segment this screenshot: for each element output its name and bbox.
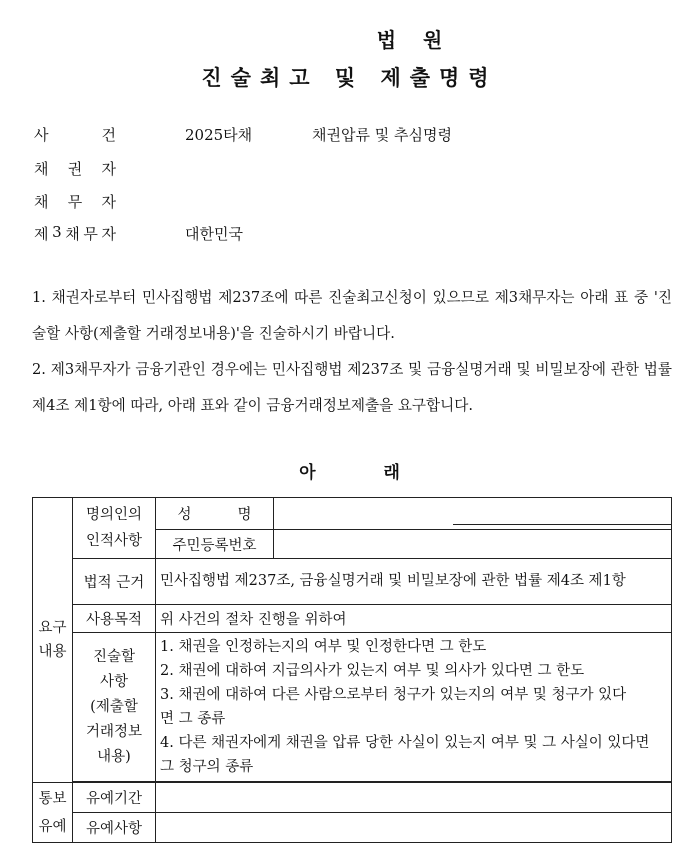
holder-info-label: 명의인의 인적사항 [73, 498, 156, 559]
deferral-period-value [156, 783, 672, 813]
request-table [32, 497, 672, 843]
deferral-reason-value [156, 813, 672, 843]
debtor-label: 채 무 자 [34, 193, 116, 211]
legal-basis-value: 민사집행법 제237조, 금융실명거래 및 비밀보장에 관한 법률 제4조 제1항 [156, 559, 672, 605]
third-debtor-label: 제 3 채 무 자 [34, 223, 116, 243]
notice-deferral-label: 통보 유예 [33, 783, 73, 843]
statement-item-2: 2. 채권에 대하여 지급의사가 있는지 여부 및 의사가 있다면 그 한도 [160, 663, 585, 679]
statement-item-3: 3. 채권에 대하여 다른 사람으로부터 청구가 있는지의 여부 및 청구가 있다면 그 종류 [160, 687, 627, 727]
statement-item-4: 4. 다른 채권자에게 채권을 압류 당한 사실이 있는지 여부 및 그 사실이 있다면 그 청구의 종류 [160, 735, 650, 775]
document-title: 진술최고 및 제출명령 [201, 66, 498, 90]
case-number: 2025타채 [185, 126, 253, 144]
purpose-value: 위 사건의 절차 진행을 위하여 [156, 605, 672, 633]
name-value [274, 498, 672, 530]
deferral-reason-label: 유예사항 [73, 813, 156, 843]
paragraph-2: 2. 제3채무자가 금융기관인 경우에는 민사집행법 제237조 및 금융실명거래 및 비밀보장에 관한 법률 제4조 제1항에 따라, 아래 표와 같이 금융거래정보제출을 요구합니다. [32, 361, 672, 414]
statement-item-1: 1. 채권을 인정하는지의 여부 및 인정한다면 그 한도 [160, 639, 487, 655]
case-label: 사 건 [34, 126, 116, 144]
case-name: 채권압류 및 추심명령 [312, 126, 452, 144]
id-number-label: 주민등록번호 [156, 530, 274, 559]
request-content-label: 요구 내용 [33, 498, 73, 783]
paragraph-1: 1. 채권자로부터 민사집행법 제237조에 따른 진술최고신청이 있으므로 제3채무자는 아래 표 중 '진술할 사항(제출할 거래정보내용)'을 진술하시기 바랍니다. [32, 289, 672, 342]
id-number-value [274, 530, 672, 559]
creditor-label: 채 권 자 [34, 160, 116, 178]
deferral-period-label: 유예기간 [73, 783, 156, 813]
statement-items [156, 633, 672, 782]
statement-items-label: 진술할 사항 (제출할 거래정보 내용) [73, 633, 156, 782]
legal-basis-label: 법적 근거 [73, 559, 156, 605]
purpose-label: 사용목적 [73, 605, 156, 633]
third-debtor-value: 대한민국 [185, 225, 243, 243]
name-label: 성 명 [156, 498, 274, 530]
below-heading: 아 래 [299, 463, 400, 483]
court-name: 법 원 [376, 28, 453, 52]
